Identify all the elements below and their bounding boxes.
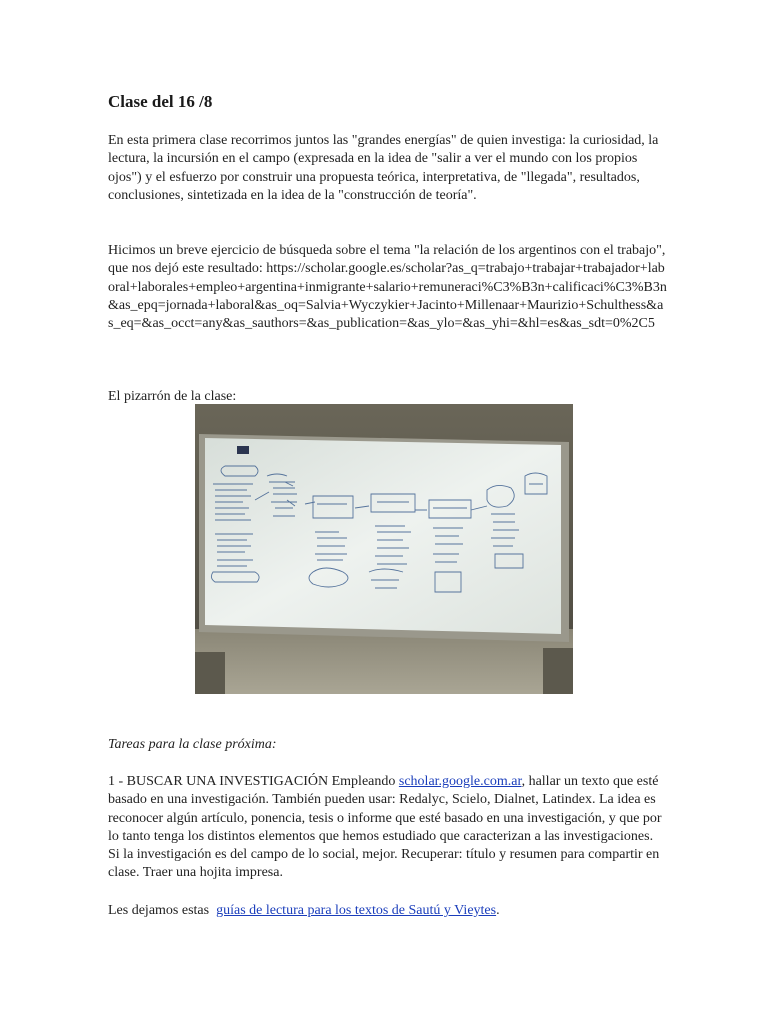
task-1-paragraph [108,773,668,883]
whiteboard-photo [195,404,573,694]
scholar-link[interactable]: scholar.google.com.ar [398,774,522,789]
guides-paragraph [108,902,668,920]
search-url: https://scholar.google.es/scholar?as_q=trabajo+trabajar+trabajador+laboral+laborales+empleo+argentina+inmigrante+salario+remuneraci%C3%B3n+calificaci%C3%B3n&as_epq=jornada+laboral&as_oq=Salvia+Wyczykier+Jacinto+Millenaar+Maurizio+Schulthess&as_eq=&as_occt=any&as_sauthors=&as_publication=&as_ylo=&as_yhi=&hl=es&as_sdt=0%2C5 [108,261,667,332]
task-1-suffix: , hallar un texto que esté basado en una investigación. También pueden usar: Redalyc, Scielo, Dialnet, Latindex. La idea es reconocer algún artículo, ponencia, tesis o informe que esté basado en una investigación, y que por lo tanto tenga los distintos elementos que hemos estudiado que caracterizan a las investigaciones. Si la investigación es del campo de lo social, mejor. Recuperar: título y resumen para compartir en clase. Traer una hojita impresa. [108,774,662,881]
board-caption: El pizarrón de la clase: [108,389,237,404]
guides-link[interactable]: guías de lectura para los textos de Sautú y Vieytes [216,903,497,918]
task-1-prefix: 1 - BUSCAR UNA INVESTIGACIÓN Empleando [108,774,399,789]
tasks-heading: Tareas para la clase próxima: [108,737,277,752]
guides-suffix: . [496,903,500,918]
search-paragraph [108,242,668,333]
guides-prefix: Les dejamos estas [108,903,217,918]
search-text: Hicimos un breve ejercicio de búsqueda sobre el tema "la relación de los argentinos con el trabajo", que nos dejó este resultado: [108,243,666,277]
page-title: Clase del 16 /8 [108,92,213,111]
intro-paragraph: En esta primera clase recorrimos juntos las "grandes energías" de quien investiga: la curiosidad, la lectura, la incursión en el campo (expresada en la idea de "salir a ver el mundo con los propios ojos") y el esfuerzo por construir una propuesta teórica, interpretativa, de "llegada", resultados, conclusiones, sintetizada en la idea de la "construcción de teoría". [108,133,659,203]
